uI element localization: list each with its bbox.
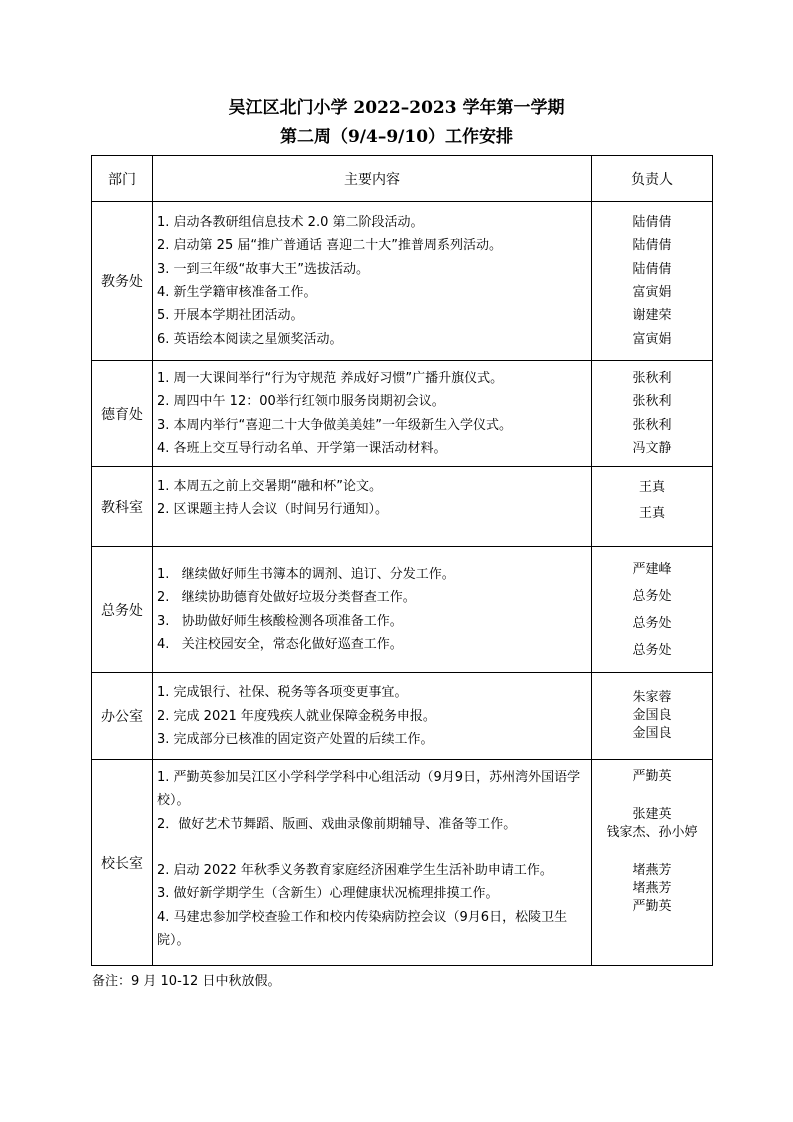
resp-cell (592, 361, 713, 467)
responsible-person: 陆倩倩 (632, 215, 672, 231)
resp-cell (592, 202, 713, 361)
responsible-person: 金国良 (632, 726, 672, 742)
task-item: 1. 本周五之前上交暑期“融和杯”论文。 (157, 479, 383, 495)
resp-cell (592, 760, 713, 966)
task-item: 2. 启动 2022 年秋季义务教育家庭经济困难学生生活补助申请工作。 (157, 863, 553, 879)
responsible-person: 富寅娟 (632, 331, 672, 347)
responsible-person: 谢建荣 (632, 308, 672, 324)
responsible-person: 金国良 (632, 708, 672, 724)
dept-cell: 教务处 (92, 202, 153, 361)
task-item: 1. 周一大课间举行“行为守规范 养成好习惯”广播升旗仪式。 (157, 371, 504, 386)
content-cell (153, 467, 592, 547)
task-item: 3. 做好新学期学生（含新生）心理健康状况梳理排摸工作。 (157, 886, 499, 902)
responsible-person: 严建峰 (632, 561, 672, 577)
schedule-table (91, 155, 713, 966)
header-content: 主要内容 (153, 156, 592, 202)
task-item: 4. 马建忠参加学校查验工作和校内传染病防控会议（9月6日，松陵卫生院）。 (157, 909, 568, 948)
table-row (92, 467, 713, 547)
doc-title: 吴江区北门小学 2022–2023 学年第一学期 (228, 98, 565, 118)
content-cell (153, 202, 592, 361)
resp-cell (592, 673, 713, 760)
responsible-person: 陆倩倩 (632, 238, 672, 254)
responsible-person: 王真 (638, 506, 665, 522)
dept-cell: 德育处 (92, 361, 153, 467)
responsible-person: 严勤英 (632, 899, 672, 915)
responsible-person: 堵燕芳 (632, 863, 672, 879)
spacer (157, 836, 585, 859)
content-cell (153, 673, 592, 760)
task-item: 2. 区课题主持人会议（时间另行通知）。 (157, 502, 389, 518)
table-row (92, 673, 713, 760)
responsible-person: 张秋利 (632, 417, 672, 433)
header-dept: 部门 (92, 156, 153, 202)
task-item: 3. 完成部分已核准的固定资产处置的后续工作。 (157, 731, 434, 747)
table-row (92, 361, 713, 467)
content-cell (153, 547, 592, 673)
task-item: 5. 开展本学期社团活动。 (157, 308, 304, 324)
dept-cell: 办公室 (92, 673, 153, 760)
task-item: 2. 启动第 25 届“推广普通话 喜迎二十大”推普周系列活动。 (157, 238, 502, 254)
task-item: 1. 启动各教研组信息技术 2.0 第二阶段活动。 (157, 215, 424, 231)
responsible-person: 张秋利 (632, 371, 672, 386)
responsible-person: 张秋利 (632, 394, 672, 410)
responsible-person: 冯文静 (632, 440, 672, 456)
resp-cell (592, 547, 713, 673)
task-item: 3. 一到三年级“故事大王”选拔活动。 (157, 261, 370, 277)
task-item: 4. 新生学籍审核准备工作。 (157, 285, 317, 300)
content-cell (153, 760, 592, 966)
dept-cell: 校长室 (92, 760, 153, 966)
task-item: 1. 完成银行、社保、税务等各项变更事宜。 (157, 685, 408, 701)
responsible-person: 朱家蓉 (632, 690, 672, 706)
responsible-person: 富寅娟 (632, 285, 672, 300)
responsible-person: 总务处 (632, 642, 672, 658)
responsible-person: 王真 (638, 480, 665, 496)
table-row (92, 547, 713, 673)
task-item: 1. 严勤英参加吴江区小学科学学科中心组活动（9月9日，苏州湾外国语学校）。 (157, 770, 581, 809)
responsible-person: 陆倩倩 (632, 261, 672, 277)
doc-subtitle: 第二周（9/4–9/10）工作安排 (279, 127, 514, 147)
table-header-row (92, 156, 713, 202)
responsible-person: 严勤英 (632, 769, 672, 785)
responsible-person: 总务处 (632, 615, 672, 631)
content-cell (153, 361, 592, 467)
responsible-person: 堵燕芳 (632, 881, 672, 897)
dept-cell: 教科室 (92, 467, 153, 547)
dept-cell: 总务处 (92, 547, 153, 673)
task-item: 2. 完成 2021 年度残疾人就业保障金税务申报。 (157, 708, 436, 724)
task-item: 1. 继续做好师生书簿本的调剂、追订、分发工作。 (157, 567, 455, 583)
header-resp: 负责人 (592, 156, 713, 202)
task-item: 3. 协助做好师生核酸检测各项准备工作。 (157, 613, 403, 629)
task-item: 4. 各班上交互导行动名单、开学第一课活动材料。 (157, 440, 447, 456)
task-item: 2. 继续协助德育处做好垃圾分类督查工作。 (157, 590, 416, 606)
table-row (92, 760, 713, 966)
table-row (92, 202, 713, 361)
task-item: 2．做好艺术节舞蹈、版画、戏曲录像前期辅导、准备等工作。 (157, 816, 517, 832)
responsible-person: 张建英 (632, 807, 672, 823)
task-item: 4. 关注校园安全，常态化做好巡查工作。 (157, 636, 403, 652)
responsible-person: 总务处 (632, 588, 672, 604)
task-item: 6. 英语绘本阅读之星颁奖活动。 (157, 331, 343, 347)
task-item: 3. 本周内举行“喜迎二十大争做美美娃”一年级新生入学仪式。 (157, 417, 513, 433)
resp-cell (592, 467, 713, 547)
responsible-person: 钱家杰、孙小婷 (606, 825, 698, 841)
task-item: 2. 周四中午 12：00举行红领巾服务岗期初会议。 (157, 394, 445, 410)
footnote: 备注：9 月 10-12 日中秋放假。 (92, 974, 281, 989)
